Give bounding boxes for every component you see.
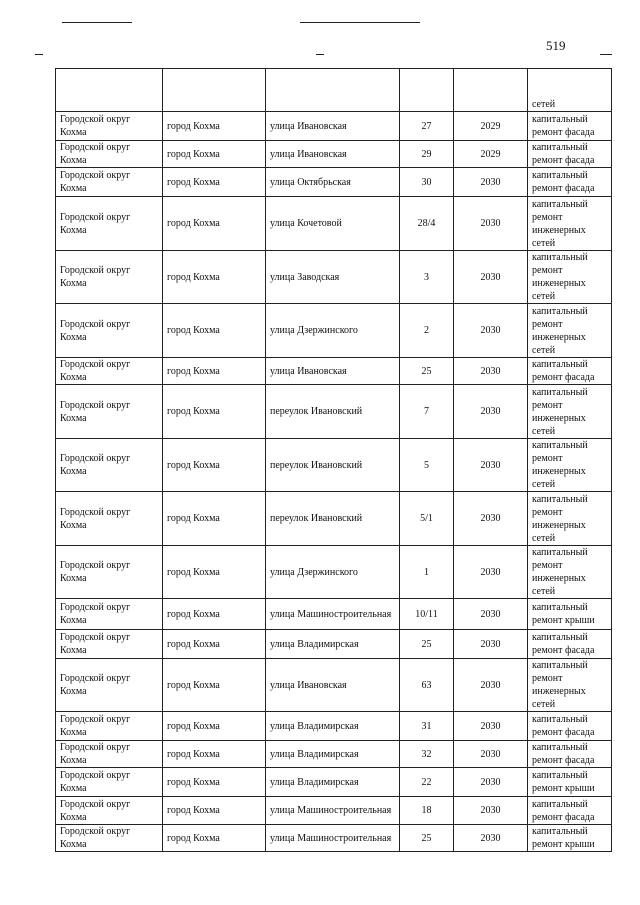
year-cell: 2030 bbox=[454, 825, 528, 852]
work-cell: капитальный ремонт инженерных сетей bbox=[528, 439, 612, 492]
city-cell: город Кохма bbox=[163, 439, 266, 492]
year-cell: 2030 bbox=[454, 358, 528, 385]
district-cell: Городской округ Кохма bbox=[56, 112, 163, 141]
table-row bbox=[56, 630, 612, 659]
district-cell: Городской округ Кохма bbox=[56, 797, 163, 825]
street-cell: улица Ивановская bbox=[266, 141, 400, 168]
house-cell: 2 bbox=[400, 304, 454, 358]
city-cell: город Кохма bbox=[163, 168, 266, 197]
work-cell: капитальный ремонт фасада bbox=[528, 741, 612, 768]
street-cell: улица Заводская bbox=[266, 251, 400, 304]
work-cell: капитальный ремонт фасада bbox=[528, 630, 612, 659]
district-cell: Городской округ Кохма bbox=[56, 546, 163, 599]
table-row bbox=[56, 168, 612, 197]
district-cell: Городской округ Кохма bbox=[56, 768, 163, 797]
district-cell: Городской округ Кохма bbox=[56, 712, 163, 741]
table-row bbox=[56, 546, 612, 599]
year-cell: 2030 bbox=[454, 768, 528, 797]
table-row bbox=[56, 141, 612, 168]
district-cell: Городской округ Кохма bbox=[56, 168, 163, 197]
work-cell: капитальный ремонт фасада bbox=[528, 358, 612, 385]
year-cell: 2030 bbox=[454, 546, 528, 599]
scan-mark bbox=[600, 54, 612, 55]
year-cell: 2030 bbox=[454, 304, 528, 358]
street-cell: улица Владимирская bbox=[266, 741, 400, 768]
district-cell: Городской округ Кохма bbox=[56, 492, 163, 546]
house-cell bbox=[400, 69, 454, 112]
city-cell: город Кохма bbox=[163, 825, 266, 852]
city-cell: город Кохма bbox=[163, 797, 266, 825]
year-cell: 2030 bbox=[454, 630, 528, 659]
repair-schedule-table bbox=[55, 68, 612, 852]
table-row bbox=[56, 439, 612, 492]
district-cell: Городской округ Кохма bbox=[56, 304, 163, 358]
district-cell: Городской округ Кохма bbox=[56, 251, 163, 304]
work-cell: капитальный ремонт фасада bbox=[528, 712, 612, 741]
house-cell: 27 bbox=[400, 112, 454, 141]
street-cell: переулок Ивановский bbox=[266, 385, 400, 439]
scan-mark bbox=[300, 22, 420, 23]
district-cell: Городской округ Кохма bbox=[56, 659, 163, 712]
table-row bbox=[56, 385, 612, 439]
table-row bbox=[56, 599, 612, 630]
city-cell: город Кохма bbox=[163, 197, 266, 251]
street-cell: улица Владимирская bbox=[266, 630, 400, 659]
scan-mark bbox=[316, 54, 324, 55]
work-cell: капитальный ремонт инженерных сетей bbox=[528, 385, 612, 439]
house-cell: 25 bbox=[400, 358, 454, 385]
house-cell: 10/11 bbox=[400, 599, 454, 630]
city-cell: город Кохма bbox=[163, 141, 266, 168]
year-cell: 2030 bbox=[454, 168, 528, 197]
work-cell: капитальный ремонт фасада bbox=[528, 141, 612, 168]
street-cell: улица Машиностроительная bbox=[266, 797, 400, 825]
city-cell: город Кохма bbox=[163, 659, 266, 712]
house-cell: 5/1 bbox=[400, 492, 454, 546]
year-cell: 2030 bbox=[454, 659, 528, 712]
street-cell bbox=[266, 69, 400, 112]
year-cell: 2030 bbox=[454, 712, 528, 741]
year-cell: 2029 bbox=[454, 112, 528, 141]
work-cell: капитальный ремонт фасада bbox=[528, 168, 612, 197]
house-cell: 25 bbox=[400, 825, 454, 852]
year-cell: 2030 bbox=[454, 251, 528, 304]
city-cell: город Кохма bbox=[163, 251, 266, 304]
house-cell: 5 bbox=[400, 439, 454, 492]
street-cell: улица Ивановская bbox=[266, 112, 400, 141]
continued-row bbox=[56, 69, 612, 112]
house-cell: 30 bbox=[400, 168, 454, 197]
work-cell: капитальный ремонт крыши bbox=[528, 768, 612, 797]
city-cell bbox=[163, 69, 266, 112]
city-cell: город Кохма bbox=[163, 358, 266, 385]
table-row bbox=[56, 112, 612, 141]
district-cell: Городской округ Кохма bbox=[56, 197, 163, 251]
house-cell: 25 bbox=[400, 630, 454, 659]
house-cell: 18 bbox=[400, 797, 454, 825]
table-row bbox=[56, 251, 612, 304]
house-cell: 63 bbox=[400, 659, 454, 712]
city-cell: город Кохма bbox=[163, 492, 266, 546]
house-cell: 28/4 bbox=[400, 197, 454, 251]
street-cell: улица Дзержинского bbox=[266, 546, 400, 599]
work-cell: капитальный ремонт инженерных сетей bbox=[528, 197, 612, 251]
work-cell: капитальный ремонт инженерных сетей bbox=[528, 492, 612, 546]
work-cell: капитальный ремонт инженерных сетей bbox=[528, 659, 612, 712]
house-cell: 31 bbox=[400, 712, 454, 741]
city-cell: город Кохма bbox=[163, 630, 266, 659]
table-row bbox=[56, 825, 612, 852]
work-cell: капитальный ремонт инженерных сетей bbox=[528, 304, 612, 358]
street-cell: переулок Ивановский bbox=[266, 439, 400, 492]
street-cell: улица Ивановская bbox=[266, 659, 400, 712]
house-cell: 3 bbox=[400, 251, 454, 304]
street-cell: переулок Ивановский bbox=[266, 492, 400, 546]
street-cell: улица Машиностроительная bbox=[266, 599, 400, 630]
work-cell: капитальный ремонт инженерных сетей bbox=[528, 251, 612, 304]
house-cell: 1 bbox=[400, 546, 454, 599]
year-cell bbox=[454, 69, 528, 112]
table-row bbox=[56, 797, 612, 825]
table-row bbox=[56, 492, 612, 546]
city-cell: город Кохма bbox=[163, 304, 266, 358]
year-cell: 2030 bbox=[454, 197, 528, 251]
table-row bbox=[56, 197, 612, 251]
street-cell: улица Кочетовой bbox=[266, 197, 400, 251]
house-cell: 29 bbox=[400, 141, 454, 168]
table-body bbox=[56, 69, 612, 852]
year-cell: 2030 bbox=[454, 492, 528, 546]
table-row bbox=[56, 659, 612, 712]
page-number: 519 bbox=[546, 38, 566, 53]
year-cell: 2030 bbox=[454, 599, 528, 630]
work-cell: капитальный ремонт фасада bbox=[528, 112, 612, 141]
district-cell: Городской округ Кохма bbox=[56, 385, 163, 439]
city-cell: город Кохма bbox=[163, 112, 266, 141]
scan-mark bbox=[62, 22, 132, 23]
year-cell: 2030 bbox=[454, 385, 528, 439]
district-cell: Городской округ Кохма bbox=[56, 358, 163, 385]
work-cell: капитальный ремонт крыши bbox=[528, 599, 612, 630]
table-row bbox=[56, 358, 612, 385]
street-cell: улица Владимирская bbox=[266, 712, 400, 741]
house-cell: 7 bbox=[400, 385, 454, 439]
district-cell: Городской округ Кохма bbox=[56, 439, 163, 492]
table-row bbox=[56, 304, 612, 358]
year-cell: 2030 bbox=[454, 439, 528, 492]
year-cell: 2030 bbox=[454, 797, 528, 825]
city-cell: город Кохма bbox=[163, 546, 266, 599]
year-cell: 2030 bbox=[454, 741, 528, 768]
district-cell: Городской округ Кохма bbox=[56, 599, 163, 630]
city-cell: город Кохма bbox=[163, 768, 266, 797]
street-cell: улица Дзержинского bbox=[266, 304, 400, 358]
table-row bbox=[56, 768, 612, 797]
work-cell: сетей bbox=[528, 69, 612, 112]
city-cell: город Кохма bbox=[163, 599, 266, 630]
city-cell: город Кохма bbox=[163, 712, 266, 741]
city-cell: город Кохма bbox=[163, 385, 266, 439]
house-cell: 22 bbox=[400, 768, 454, 797]
house-cell: 32 bbox=[400, 741, 454, 768]
work-cell: капитальный ремонт фасада bbox=[528, 797, 612, 825]
district-cell: Городской округ Кохма bbox=[56, 630, 163, 659]
work-cell: капитальный ремонт инженерных сетей bbox=[528, 546, 612, 599]
street-cell: улица Машиностроительная bbox=[266, 825, 400, 852]
district-cell: Городской округ Кохма bbox=[56, 141, 163, 168]
district-cell: Городской округ Кохма bbox=[56, 825, 163, 852]
street-cell: улица Ивановская bbox=[266, 358, 400, 385]
district-cell: Городской округ Кохма bbox=[56, 741, 163, 768]
city-cell: город Кохма bbox=[163, 741, 266, 768]
district-cell bbox=[56, 69, 163, 112]
work-cell: капитальный ремонт крыши bbox=[528, 825, 612, 852]
street-cell: улица Владимирская bbox=[266, 768, 400, 797]
scan-mark bbox=[35, 54, 43, 55]
table-row bbox=[56, 712, 612, 741]
street-cell: улица Октябрьская bbox=[266, 168, 400, 197]
table-row bbox=[56, 741, 612, 768]
year-cell: 2029 bbox=[454, 141, 528, 168]
